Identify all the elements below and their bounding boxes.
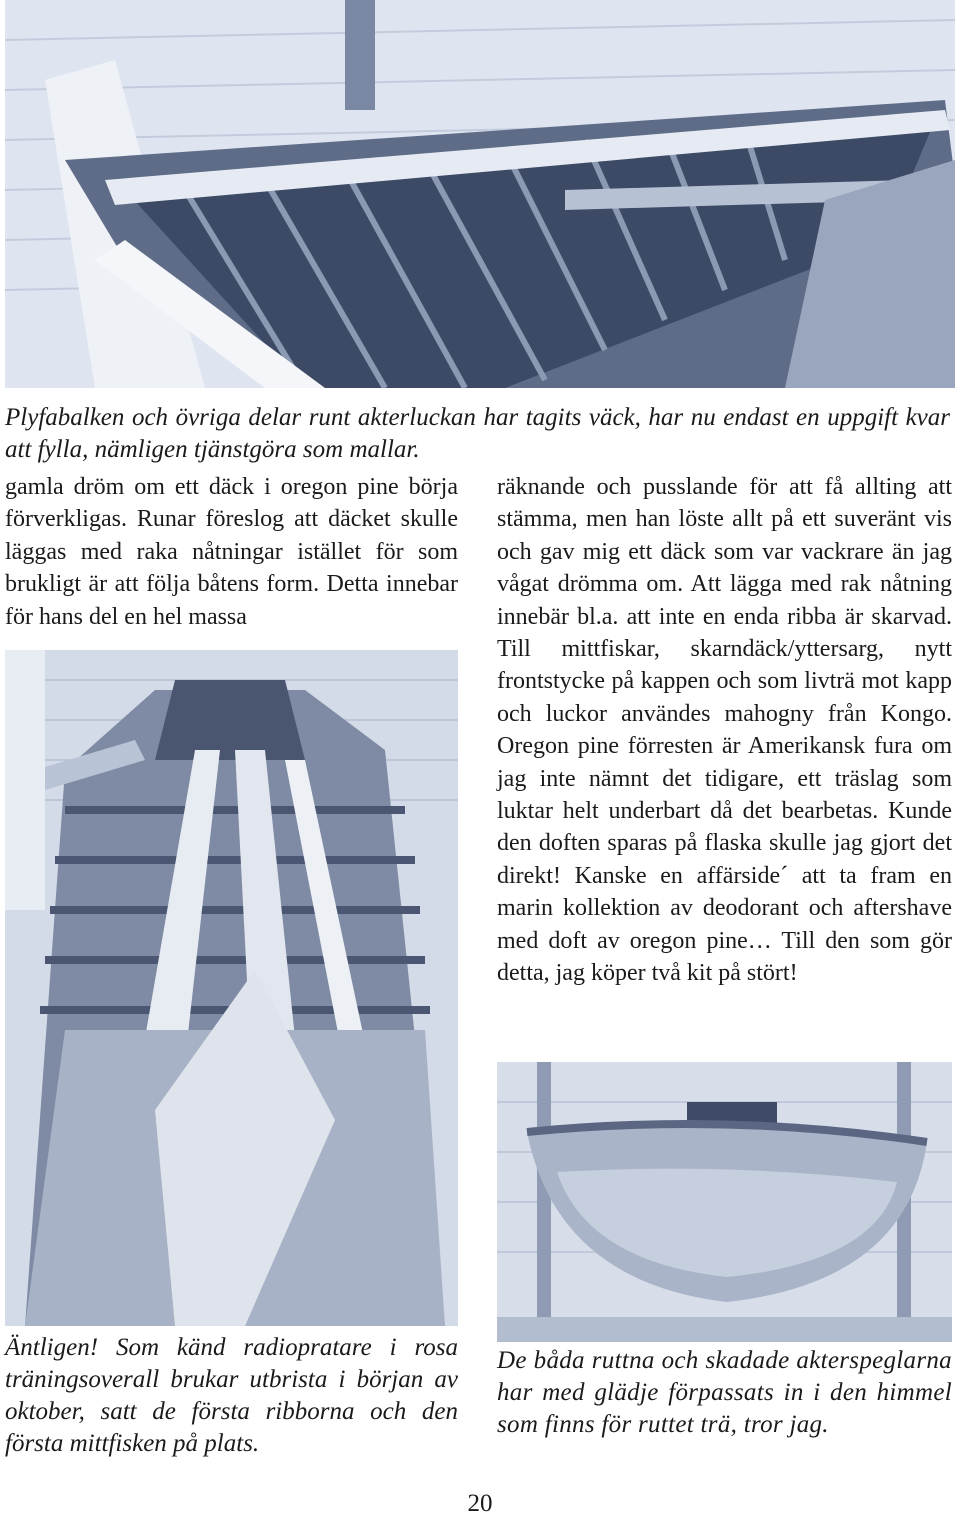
body-text-left: gamla dröm om ett däck i oregon pine börja förverkligas. Runar föreslog att däcket skulle läggas med raka nåtningar istället för som brukligt är att följa båtens form. Detta innebar för hans del en hel massa: [5, 474, 458, 630]
body-text-right: räknande och pusslande för att få allting att stämma, men han löste allt på ett suveränt vis och gav mig ett däck som var vackrare än jag vågat drömma om. Att lägga med rak nåtning innebär bl.a. att inte en enda ribba är skarvad. Till mittfiskar, skarndäck/yttersarg, nytt frontstycke på kappen och som livträ mot kapp och luckor användes mahogny från Kongo. Oregon pine förresten är Amerikansk fura om jag inte nämnt det tidigare, ett träslag som luktar helt underbart då det bearbetas. Kunde den doften sparas på flaska skulle jag gjort det direkt! Kanske en affärside´ att ta fram en marin kollektion av deodorant och aftershave med doft av oregon pine… Till den som gör detta, jag köper två kit på stört!: [497, 474, 952, 987]
page-number: 20: [467, 1490, 493, 1517]
photo-transom: [497, 1062, 952, 1342]
caption-top: Plyfabalken och övriga delar runt akterluckan har tagits väck, har nu endast en uppgift kvar att fylla, nämligen tjänstgöra som mallar.: [5, 404, 950, 463]
caption-bottom-left: Äntligen! Som känd radiopratare i rosa träningsoverall brukar utbrista i början av oktober, satt de första ribborna och den första mittfisken på plats.: [5, 1334, 458, 1457]
photo-hull-interior: [5, 0, 955, 388]
caption-bottom-right: De båda ruttna och skadade akterspeglarna har med glädje förpassats in i den himmel som finns för ruttet trä, tror jag.: [497, 1347, 952, 1438]
photo-deck-planks: [5, 650, 458, 1326]
